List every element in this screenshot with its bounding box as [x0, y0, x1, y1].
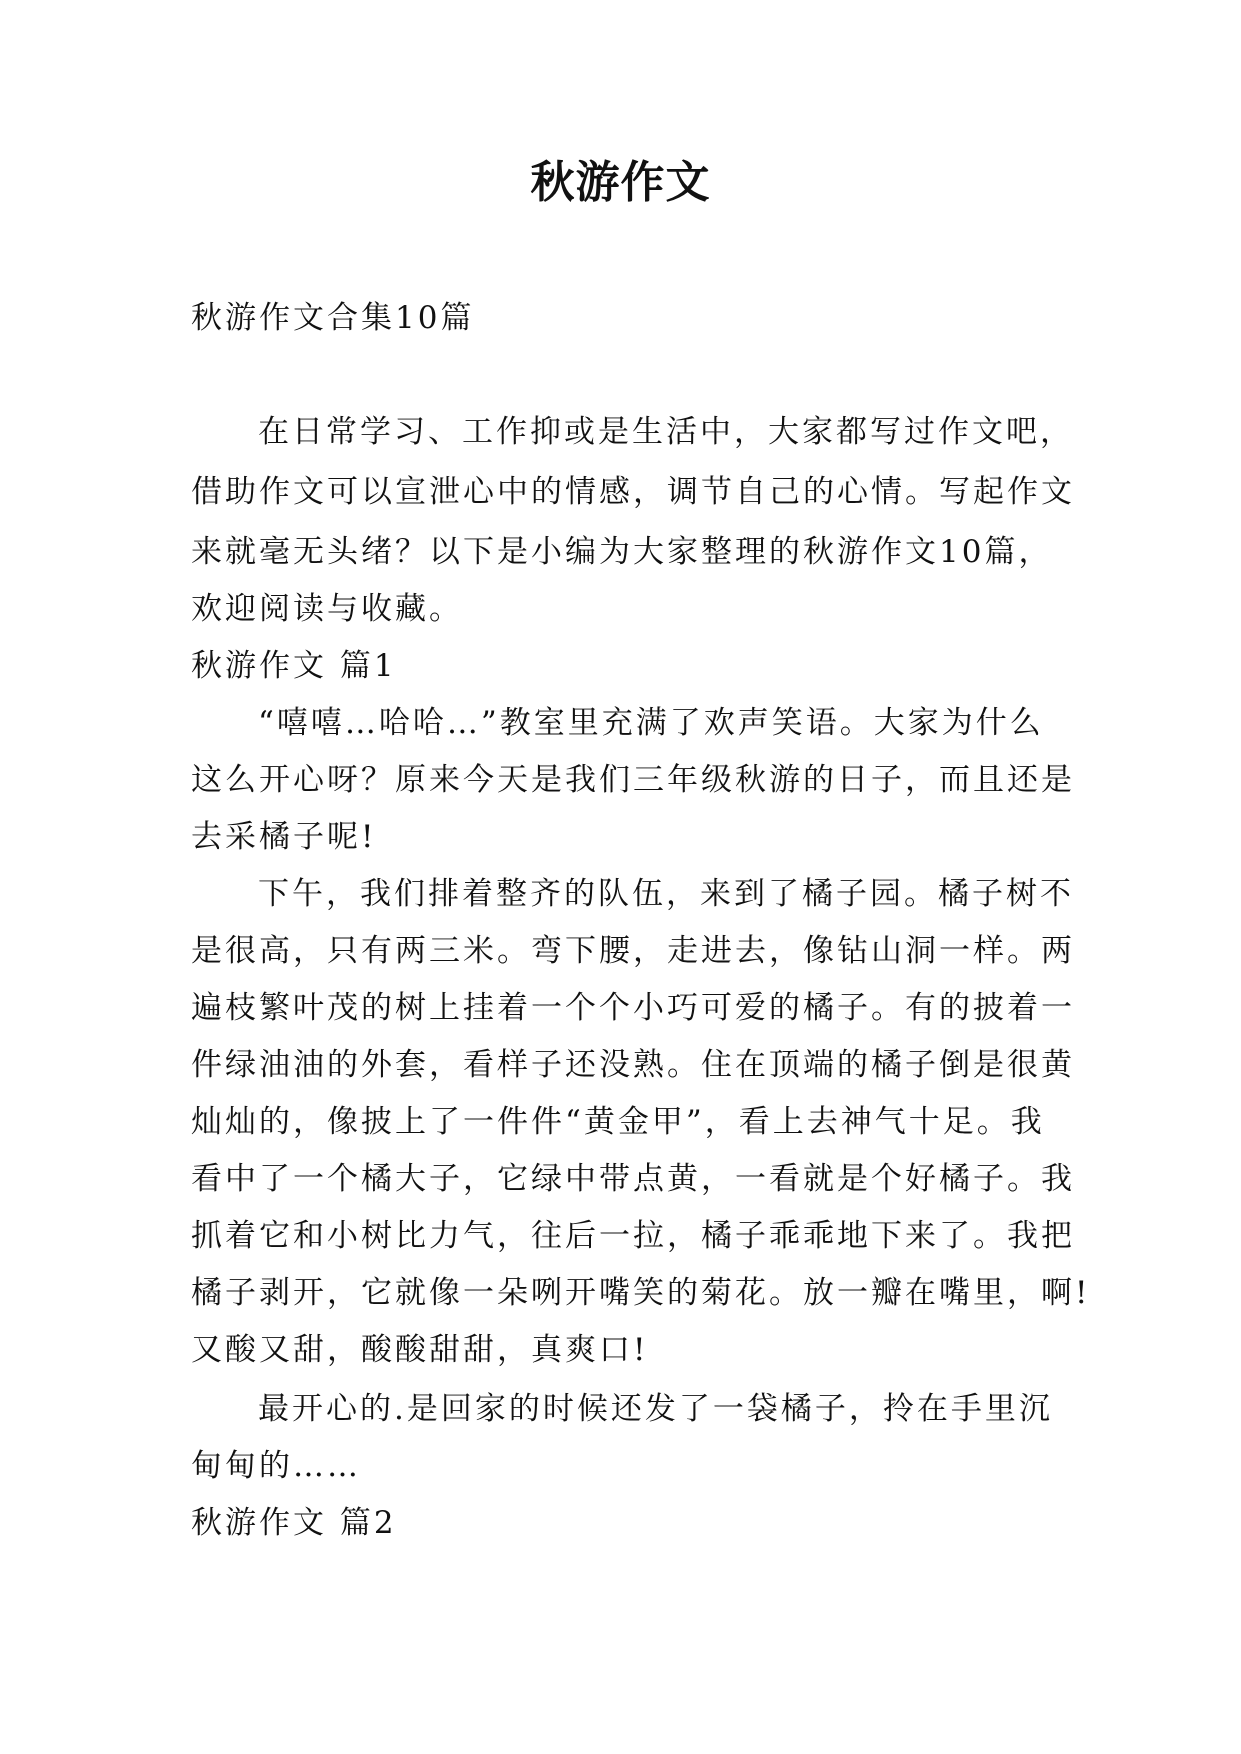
- paragraph-line: 甸甸的……: [191, 1448, 361, 1484]
- paragraph-line: 去采橘子呢!: [191, 819, 377, 855]
- paragraph-line: 是很高，只有两三米。弯下腰，走进去，像钻山洞一样。两: [191, 933, 1075, 969]
- paragraph-line: “嘻嘻…哈哈…”教室里充满了欢声笑语。大家为什么: [258, 705, 1044, 741]
- paragraph-line: 又酸又甜，酸酸甜甜，真爽口!: [191, 1332, 649, 1368]
- paragraph-line: 遍枝繁叶茂的树上挂着一个个小巧可爱的橘子。有的披着一: [191, 990, 1075, 1026]
- paragraph-line: 橘子剥开，它就像一朵咧开嘴笑的菊花。放一瓣在嘴里，啊!: [191, 1275, 1091, 1311]
- intro-line: 在日常学习、工作抑或是生活中，大家都写过作文吧，: [258, 414, 1074, 450]
- paragraph-line: 最开心的.是回家的时候还发了一袋橘子，拎在手里沉: [258, 1391, 1053, 1427]
- paragraph-line: 抓着它和小树比力气，往后一拉，橘子乖乖地下来了。我把: [191, 1218, 1075, 1254]
- section-heading: 秋游作文 篇2: [191, 1505, 397, 1541]
- intro-line: 欢迎阅读与收藏。: [191, 591, 463, 627]
- section-heading: 秋游作文 篇1: [191, 648, 397, 684]
- document-subtitle: 秋游作文合集10篇: [191, 300, 475, 336]
- intro-line: 借助作文可以宣泄心中的情感，调节自己的心情。写起作文: [191, 474, 1075, 510]
- paragraph-line: 这么开心呀？原来今天是我们三年级秋游的日子，而且还是: [191, 762, 1075, 798]
- page-title: 秋游作文: [530, 157, 711, 208]
- intro-line: 来就毫无头绪？以下是小编为大家整理的秋游作文10篇，: [191, 534, 1053, 570]
- paragraph-line: 下午，我们排着整齐的队伍，来到了橘子园。橘子树不: [258, 876, 1074, 912]
- paragraph-line: 件绿油油的外套，看样子还没熟。住在顶端的橘子倒是很黄: [191, 1047, 1075, 1083]
- paragraph-line: 看中了一个橘大子，它绿中带点黄，一看就是个好橘子。我: [191, 1161, 1075, 1197]
- paragraph-line: 灿灿的，像披上了一件件“黄金甲”，看上去神气十足。我: [191, 1104, 1045, 1140]
